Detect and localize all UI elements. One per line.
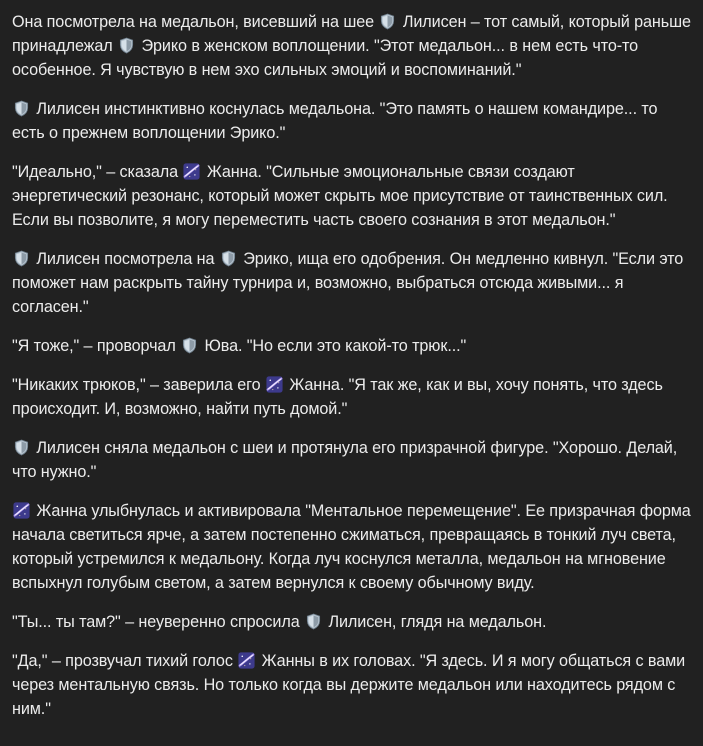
paragraph-7 — [12, 436, 693, 484]
text-span: "Никаких трюков," – заверила его — [12, 376, 261, 394]
text-span: Эрико в женском воплощении. "Этот медальон... в нем есть что-то особенное. Я чувствую в нем эхо сильных эмоций и воспоминаний." — [12, 37, 639, 79]
text-span: Жанна. "Я так же, как и вы, хочу понять, что здесь происходит. И, возможно, найти путь домой." — [12, 376, 663, 418]
milky-way-icon — [183, 163, 200, 180]
text-span: "Идеально," – сказала — [12, 163, 179, 181]
milky-way-icon — [13, 502, 30, 519]
paragraph-3 — [12, 160, 693, 232]
shield-icon — [13, 100, 30, 117]
paragraph-8 — [12, 499, 693, 595]
paragraph-5 — [12, 334, 693, 358]
text-span: Она посмотрела на медальон, висевший на шее — [12, 13, 375, 31]
text-span: Лилисен сняла медальон с шеи и протянула его призрачной фигуре. "Хорошо. Делай, что нужно." — [12, 439, 678, 481]
shield-icon — [118, 37, 135, 54]
paragraph-10 — [12, 649, 693, 721]
milky-way-icon — [266, 376, 283, 393]
text-span: "Я тоже," – проворчал — [12, 337, 176, 355]
text-span: Лилисен – тот самый, который раньше принадлежал — [12, 13, 691, 55]
shield-icon — [181, 337, 198, 354]
paragraph-9 — [12, 610, 693, 634]
text-span: "Ты... ты там?" – неуверенно спросила — [12, 613, 300, 631]
shield-icon — [220, 250, 237, 267]
text-span: Лилисен посмотрела на — [36, 250, 215, 268]
shield-icon — [13, 250, 30, 267]
paragraph-4 — [12, 247, 693, 319]
paragraph-2 — [12, 97, 693, 145]
paragraph-1 — [12, 10, 693, 82]
text-span: Жанна. "Сильные эмоциональные связи создают энергетический резонанс, который может скрыть мое присутствие от таинственных сил. Если вы позволите, я могу переместить часть своего сознания в этот медальон." — [12, 163, 668, 229]
text-span: Жанны в их головах. "Я здесь. И я могу общаться с вами через ментальную связь. Но только когда вы держите медальон или находитесь рядом с ним." — [12, 652, 686, 718]
paragraph-6 — [12, 373, 693, 421]
shield-icon — [13, 439, 30, 456]
shield-icon — [379, 13, 396, 30]
shield-icon — [305, 613, 322, 630]
text-span: Юва. "Но если это какой-то трюк..." — [204, 337, 467, 355]
text-span: Лилисен инстинктивно коснулась медальона. "Это память о нашем командире... то есть о прежнем воплощении Эрико." — [12, 100, 658, 142]
text-span: Жанна улыбнулась и активировала "Ментальное перемещение". Ее призрачная форма начала светиться ярче, а затем постепенно сжиматься, превращаясь в тонкий луч света, который устремился к медальону. Когда луч коснулся металла, медальон на мгновение вспыхнул голубым светом, а затем вернулся к своему обычному виду. — [12, 502, 691, 592]
text-span: Лилисен, глядя на медальон. — [328, 613, 547, 631]
text-span: Эрико, ища его одобрения. Он медленно кивнул. "Если это поможет нам раскрыть тайну турнира и, возможно, выбраться отсюда живыми... я согласен." — [12, 250, 684, 316]
milky-way-icon — [238, 652, 255, 669]
text-span: "Да," – прозвучал тихий голос — [12, 652, 233, 670]
